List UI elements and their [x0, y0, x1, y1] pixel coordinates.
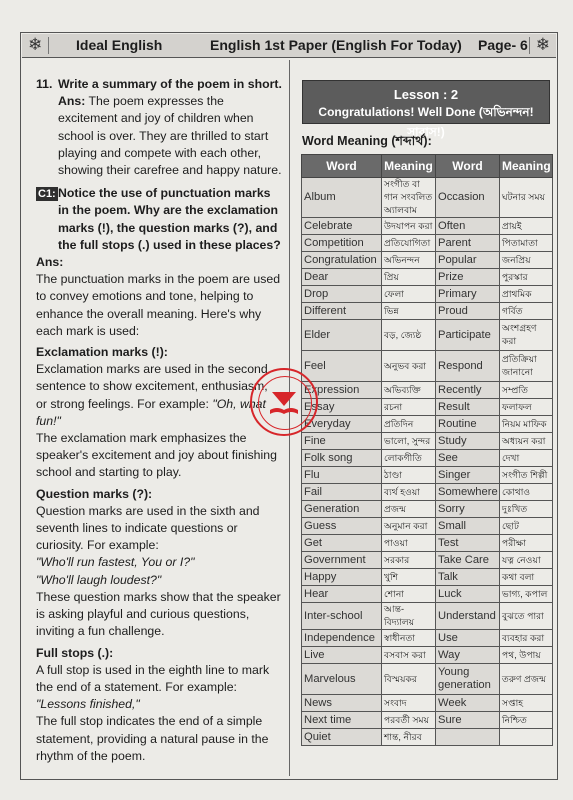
word-cell: Marvelous	[302, 664, 382, 695]
word-cell: Congratulation	[302, 252, 382, 269]
meaning-cell: দুঃখিত	[500, 501, 553, 518]
example-quote: "Who'll laugh loudest?"	[36, 572, 162, 587]
word-meaning-table	[301, 154, 553, 746]
word-cell: Young generation	[436, 664, 500, 695]
meaning-cell: খুশি	[382, 569, 436, 586]
meaning-cell: সংবাদ	[382, 695, 436, 712]
meaning-cell: প্রতিক্রিয়া জানানো	[500, 351, 553, 382]
paragraph: A full stop is used in the eighth line to mark the end of a statement. For example:	[36, 662, 270, 694]
word-cell: Guess	[302, 518, 382, 535]
question-11	[36, 76, 282, 179]
meaning-cell: প্রায়ই	[500, 218, 553, 235]
meaning-cell: রচনা	[382, 399, 436, 416]
meaning-cell: পুরস্কার	[500, 269, 553, 286]
word-cell: Prize	[436, 269, 500, 286]
word-cell: Flu	[302, 467, 382, 484]
meaning-cell: পথ, উপায়	[500, 647, 553, 664]
lesson-title: Congratulations! Well Done (অভিনন্দন! সাবাস!)	[318, 105, 534, 139]
word-cell: Quiet	[302, 729, 382, 746]
meaning-cell: পরবর্তী সময়	[382, 712, 436, 729]
meaning-cell: পাওয়া	[382, 535, 436, 552]
table-header-row	[302, 155, 553, 178]
meaning-cell: প্রাথমিক	[500, 286, 553, 303]
answer-label: Ans:	[58, 94, 86, 109]
word-cell: Week	[436, 695, 500, 712]
table-row	[302, 664, 553, 695]
meaning-cell: বসবাস করা	[382, 647, 436, 664]
table-row	[302, 647, 553, 664]
word-cell: See	[436, 450, 500, 467]
word-cell: Next time	[302, 712, 382, 729]
snowflake-icon: ❄	[535, 35, 550, 54]
meaning-cell: প্রজন্ম	[382, 501, 436, 518]
table-row	[302, 603, 553, 630]
word-cell: Independence	[302, 630, 382, 647]
meaning-cell	[500, 729, 553, 746]
meaning-cell: পিতামাতা	[500, 235, 553, 252]
meaning-cell: ঘটনার সময়	[500, 178, 553, 218]
meaning-cell: অনুভব করা	[382, 351, 436, 382]
word-cell: Fail	[302, 484, 382, 501]
word-cell: Often	[436, 218, 500, 235]
meaning-cell: ফেলা	[382, 286, 436, 303]
lesson-number: Lesson : 2	[393, 87, 459, 102]
word-cell: Participate	[436, 320, 500, 351]
word-cell: Generation	[302, 501, 382, 518]
word-cell: Result	[436, 399, 500, 416]
table-row	[302, 382, 553, 399]
answer-label: Ans:	[36, 255, 64, 270]
column-header: Word	[302, 155, 382, 178]
word-cell: Proud	[436, 303, 500, 320]
word-cell: Respond	[436, 351, 500, 382]
word-cell: Luck	[436, 586, 500, 603]
answer-body: The poem expresses the excitement and joy of children when school is over. They are thrilled to start playing and compete with each other, showing their carefree and happy nature.	[58, 94, 282, 178]
example-quote: "Who'll run fastest, You or I?"	[36, 555, 195, 570]
meaning-cell: ব্যর্থ হওয়া	[382, 484, 436, 501]
meaning-cell: সপ্তাহ	[500, 695, 553, 712]
table-row	[302, 586, 553, 603]
table-row	[302, 399, 553, 416]
meaning-cell: ছোট	[500, 518, 553, 535]
word-cell: Album	[302, 178, 382, 218]
paragraph: The full stop indicates the end of a simple statement, providing a natural pause in the rhythm of the poem.	[36, 714, 269, 763]
table-row	[302, 484, 553, 501]
word-cell: Fine	[302, 433, 382, 450]
meaning-cell: সম্প্রতি	[500, 382, 553, 399]
table-row	[302, 178, 553, 218]
word-cell: Singer	[436, 467, 500, 484]
word-cell: Folk song	[302, 450, 382, 467]
word-cell: Celebrate	[302, 218, 382, 235]
meaning-cell: ভাগ্য, কপাল	[500, 586, 553, 603]
word-cell: Understand	[436, 603, 500, 630]
meaning-cell: ব্যবহার করা	[500, 630, 553, 647]
question-text: Write a summary of the poem in short.	[58, 77, 282, 91]
word-cell: Use	[436, 630, 500, 647]
meaning-cell: কোথাও	[500, 484, 553, 501]
answer-text	[58, 93, 282, 179]
word-cell: Everyday	[302, 416, 382, 433]
meaning-cell: সরকার	[382, 552, 436, 569]
meaning-cell: লোকগীতি	[382, 450, 436, 467]
word-cell: Sure	[436, 712, 500, 729]
meaning-cell: দেখা	[500, 450, 553, 467]
meaning-cell: অংশগ্রহণ করা	[500, 320, 553, 351]
word-cell: Primary	[436, 286, 500, 303]
word-cell: Occasion	[436, 178, 500, 218]
meaning-cell: পরীক্ষা	[500, 535, 553, 552]
meaning-cell: জনপ্রিয়	[500, 252, 553, 269]
meaning-cell: উদযাপন করা	[382, 218, 436, 235]
paragraph: The exclamation mark emphasizes the speaker's excitement and joy about finishing school and starting to play.	[36, 431, 277, 480]
word-cell: Small	[436, 518, 500, 535]
paragraph: Question marks are used in the sixth and seventh lines to indicate questions or curiosity. For example:	[36, 503, 260, 553]
book-icon	[262, 380, 306, 424]
table-row	[302, 712, 553, 729]
meaning-cell: প্রতিদিন	[382, 416, 436, 433]
meaning-cell: শোনা	[382, 586, 436, 603]
table-row	[302, 252, 553, 269]
word-cell: Get	[302, 535, 382, 552]
header-divider	[48, 37, 49, 54]
word-cell: Popular	[436, 252, 500, 269]
table-row	[302, 501, 553, 518]
word-cell: Study	[436, 433, 500, 450]
meaning-cell: স্বাধীনতা	[382, 630, 436, 647]
word-cell: Happy	[302, 569, 382, 586]
page-number: Page- 6	[478, 37, 528, 53]
meaning-cell: সংগীত বা গান সংবলিত অ্যালবাম	[382, 178, 436, 218]
word-meaning-title: Word Meaning (শব্দার্থ):	[302, 134, 432, 148]
table-row	[302, 286, 553, 303]
section-heading: Question marks (?):	[36, 486, 153, 501]
word-cell: Government	[302, 552, 382, 569]
meaning-cell: নিয়ম মাফিক	[500, 416, 553, 433]
meaning-cell: অনুমান করা	[382, 518, 436, 535]
meaning-cell: তরুণ প্রজন্ম	[500, 664, 553, 695]
word-cell: Competition	[302, 235, 382, 252]
table-row	[302, 535, 553, 552]
meaning-cell: ভালো, সুন্দর	[382, 433, 436, 450]
seal-stamp	[250, 368, 318, 436]
table-row	[302, 518, 553, 535]
table-row	[302, 467, 553, 484]
word-cell: Somewhere	[436, 484, 500, 501]
meaning-cell: অভিনন্দন	[382, 252, 436, 269]
table-row	[302, 303, 553, 320]
word-cell: Take Care	[436, 552, 500, 569]
snowflake-icon: ❄	[28, 35, 43, 54]
table-row	[302, 320, 553, 351]
question-text: Notice the use of punctuation marks in the poem. Why are the exclamation marks (!), the question marks (?), and the full stops (.) used in these places?	[58, 186, 281, 252]
word-cell: News	[302, 695, 382, 712]
column-header: Meaning	[500, 155, 553, 178]
meaning-cell: যত্ন নেওয়া	[500, 552, 553, 569]
meaning-cell: আন্ত-বিদ্যালয়	[382, 603, 436, 630]
word-cell: Feel	[302, 351, 382, 382]
question-number: 11.	[36, 77, 53, 91]
table-row	[302, 569, 553, 586]
meaning-cell: কথা বলা	[500, 569, 553, 586]
example-quote: "Oh, what fun!"	[36, 396, 266, 428]
table-row	[302, 729, 553, 746]
c1-badge: C1:	[38, 188, 56, 201]
word-cell: Dear	[302, 269, 382, 286]
word-cell: Different	[302, 303, 382, 320]
table-row	[302, 552, 553, 569]
example-quote: "Lessons finished,"	[36, 697, 140, 712]
word-cell: Expression	[302, 382, 382, 399]
answer-intro: The punctuation marks in the poem are used to convey emotions and tone, helping to enhance the overall meaning. Here's why each mark is used:	[36, 272, 281, 338]
word-cell: Recently	[436, 382, 500, 399]
word-cell: Drop	[302, 286, 382, 303]
paragraph	[36, 361, 282, 430]
word-cell: Elder	[302, 320, 382, 351]
table-row	[302, 416, 553, 433]
section-heading: Exclamation marks (!):	[36, 345, 168, 360]
meaning-cell: ফলাফল	[500, 399, 553, 416]
meaning-cell: প্রিয়	[382, 269, 436, 286]
table-row	[302, 218, 553, 235]
word-cell: Test	[436, 535, 500, 552]
meaning-cell: ঠাণ্ডা	[382, 467, 436, 484]
table-row	[302, 351, 553, 382]
meaning-cell: প্রতিযোগিতা	[382, 235, 436, 252]
paper-title: English 1st Paper (English For Today)	[210, 37, 462, 53]
question-c1	[36, 185, 282, 254]
meaning-cell: অভিব্যক্তি	[382, 382, 436, 399]
table-row	[302, 269, 553, 286]
column-header: Meaning	[382, 155, 436, 178]
meaning-cell: শান্ত, নীরব	[382, 729, 436, 746]
paragraph: These question marks show that the speaker is asking playful and curious questions, inviting a fun challenge.	[36, 589, 281, 639]
meaning-cell: সংগীত শিল্পী	[500, 467, 553, 484]
section-heading: Full stops (.):	[36, 645, 114, 660]
book-title: Ideal English	[76, 37, 163, 53]
table-row	[302, 630, 553, 647]
word-cell: Sorry	[436, 501, 500, 518]
word-cell: Inter-school	[302, 603, 382, 630]
paragraph-text: Exclamation marks are used in the second sentence to show excitement, enthusiasm, or strong feelings. For example:	[36, 362, 268, 411]
word-cell: Way	[436, 647, 500, 664]
word-cell: Parent	[436, 235, 500, 252]
meaning-cell: গর্বিত	[500, 303, 553, 320]
meaning-cell: বড়, জ্যেষ্ঠ	[382, 320, 436, 351]
meaning-cell: ভিন্ন	[382, 303, 436, 320]
word-cell: Talk	[436, 569, 500, 586]
meaning-cell: নিশ্চিত	[500, 712, 553, 729]
word-cell: Hear	[302, 586, 382, 603]
lesson-banner	[302, 80, 550, 139]
word-cell: Live	[302, 647, 382, 664]
table-row	[302, 433, 553, 450]
meaning-cell: বুঝতে পারা	[500, 603, 553, 630]
table-row	[302, 450, 553, 467]
left-column	[36, 76, 282, 766]
table-row	[302, 695, 553, 712]
page-header	[22, 34, 556, 58]
table-row	[302, 235, 553, 252]
column-header: Word	[436, 155, 500, 178]
word-cell	[436, 729, 500, 746]
word-cell: Essay	[302, 399, 382, 416]
meaning-cell: বিস্ময়কর	[382, 664, 436, 695]
meaning-cell: অধ্যয়ন করা	[500, 433, 553, 450]
header-divider	[529, 37, 530, 54]
word-cell: Routine	[436, 416, 500, 433]
